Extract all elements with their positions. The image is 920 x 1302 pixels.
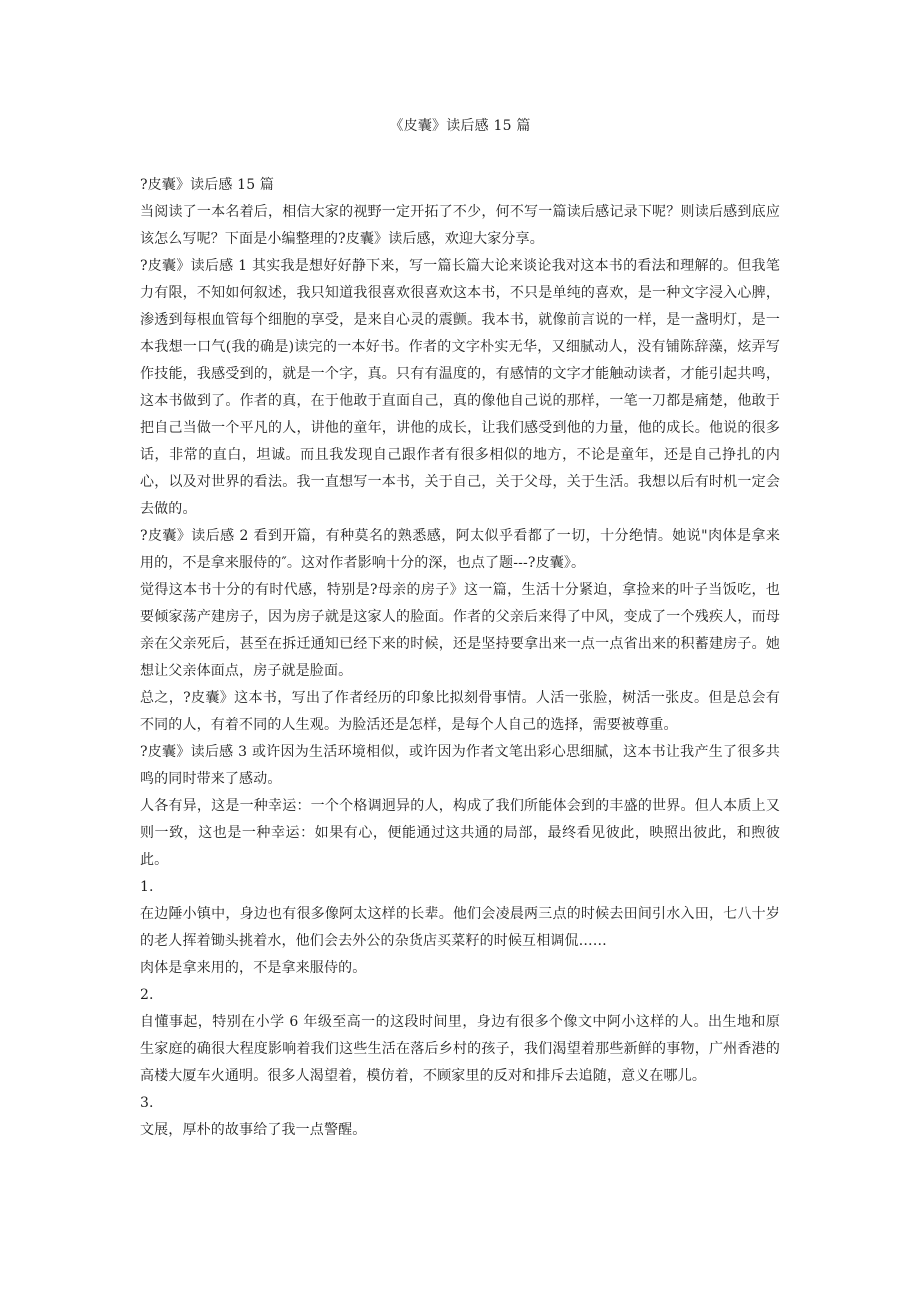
- document-title: 《皮囊》读后感 15 篇: [389, 118, 531, 134]
- section-1-paragraph: 在边陲小镇中，身边也有很多像阿太这样的长辈。他们会凌晨两三点的时候去田间引水入田，七八十岁的老人挥着锄头挑着水，他们会去外公的杂货店买菜籽的时候互相调侃……: [140, 906, 780, 949]
- section-number-3: 3.: [140, 1095, 154, 1111]
- section-1-quote: 肉体是拿来用的，不是拿来服侍的。: [140, 960, 367, 976]
- section-number-1: 1.: [140, 879, 154, 895]
- essay-2-house-paragraph: 觉得这本书十分的有时代感，特别是?母亲的房子》这一篇，生活十分紧迫，拿捡来的叶子当饭吃，也要倾家荡产建房子，因为房子就是这家人的脸面。作者的父亲后来得了中风，变成了一个残疾人，而母亲在父亲死后，甚至在拆迁通知已经下来的时候，还是坚持要拿出来一点一点省出来的积蓄建房子。她想让父亲体面点，房子就是脸面。: [140, 582, 780, 679]
- essay-2-paragraph: ?皮囊》读后感 2 看到开篇，有种莫名的熟悉感，阿太似乎看都了一切，十分绝情。她说"肉体是拿来用的，不是拿来服侍的″。这对作者影响十分的深，也点了题---?皮囊》。: [140, 528, 780, 571]
- essay-1-paragraph: ?皮囊》读后感 1 其实我是想好好静下来，写一篇长篇大论来谈论我对这本书的看法和理解的。但我笔力有限，不知如何叙述，我只知道我很喜欢很喜欢这本书，不只是单纯的喜欢，是一种文字浸入心脾，渗透到每根血管每个细胞的享受，是来自心灵的震颤。我本书，就像前言说的一样，是一盏明灯，是一本我想一口气(我的确是)读完的一本好书。作者的文字朴实无华，又细腻动人，没有铺陈辞藻，炫弄写作技能，我感受到的，就是一个字，真。只有有温度的，有感情的文字才能触动读者，才能引起共鸣，这本书做到了。作者的真，在于他敢于直面自己，真的像他自己说的那样，一笔一刀都是痛楚，他敢于把自己当做一个平凡的人，讲他的童年，讲他的成长，让我们感受到他的力量，他的成长。他说的很多话，非常的直白，坦诚。而且我发现自己跟作者有很多相似的地方，不论是童年，还是自己挣扎的内心，以及对世界的看法。我一直想写一本书，关于自己，关于父母，关于生活。我想以后有时机一定会去做的。: [140, 258, 780, 517]
- intro-paragraph: 当阅读了一本名着后，相信大家的视野一定开拓了不少，何不写一篇读后感记录下呢？则读后感到底应该怎么写呢？下面是小编整理的?皮囊》读后感，欢迎大家分享。: [140, 204, 780, 247]
- section-3-paragraph: 文展，厚朴的故事给了我一点警醒。: [140, 1122, 367, 1138]
- essay-3-paragraph: ?皮囊》读后感 3 或许因为生活环境相似，或许因为作者文笔出彩心思细腻，这本书让我产生了很多共鸣的同时带来了感动。: [140, 744, 780, 787]
- document-body: [140, 172, 780, 1144]
- subtitle-paragraph: ?皮囊》读后感 15 篇: [140, 177, 275, 193]
- essay-3-luck-paragraph: 人各有异，这是一种幸运：一个个格调迥异的人，构成了我们所能体会到的丰盛的世界。但人本质上又则一致，这也是一种幸运：如果有心，便能通过这共通的局部，最终看见彼此，映照出彼此，和煦彼此。: [140, 798, 780, 868]
- section-2-paragraph: 自懂事起，特别在小学 6 年级至高一的这段时间里，身边有很多个像文中阿小这样的人。出生地和原生家庭的确很大程度影响着我们这些生活在落后乡村的孩子，我们渴望着那些新鲜的事物，广州香港的高楼大厦车火通明。很多人渴望着，模仿着，不顾家里的反对和排斥去追随，意义在哪儿。: [140, 1014, 780, 1084]
- essay-2-conclusion-paragraph: 总之，?皮囊》这本书，写出了作者经历的印象比拟刻骨事情。人活一张脸，树活一张皮。但是总会有不同的人，有着不同的人生观。为脸活还是怎样，是每个人自己的选择，需要被尊重。: [140, 690, 780, 733]
- section-number-2: 2.: [140, 987, 154, 1003]
